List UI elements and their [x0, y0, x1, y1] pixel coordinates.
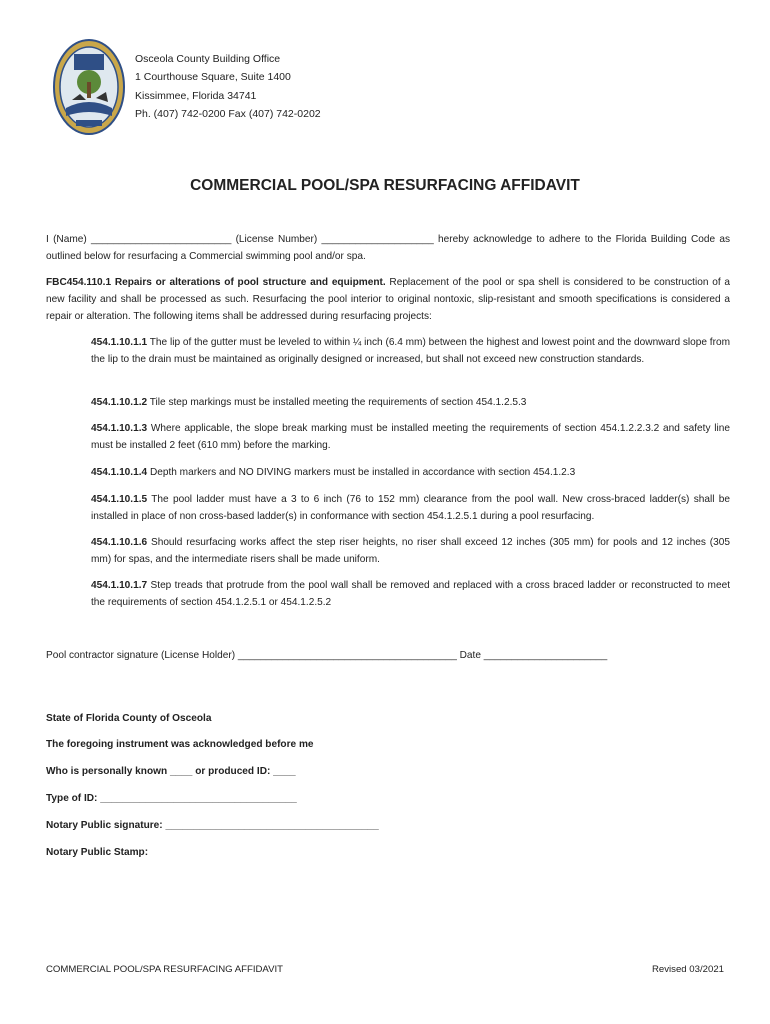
item-3	[91, 420, 730, 454]
footer-revision: Revised 03/2021	[651, 964, 724, 975]
item-text: Step treads that protrude from the pool wall shall be removed and replaced with a cross braced ladder or reconstructed to meet the requirements of section 454.1.2.5.1 or 454.1.2.5.2	[91, 580, 730, 609]
item-text: Should resurfacing works affect the step riser heights, no riser shall exceed 12 inches (305 mm) for pools and 12 inches (305 mm) for spas, and the intermediate risers shall be made uniform.	[91, 537, 730, 566]
item-4	[91, 464, 730, 481]
notary-stamp: Notary Public Stamp:	[46, 847, 149, 858]
item-code: 454.1.10.1.7	[91, 580, 148, 591]
section-text: Replacement of the pool or spa shell is considered to be construction of a new facility and shall be processed as such. Resurfacing the pool interior to original nontoxic, slip-resistant and smooth specifications is considered a repair or alteration. The following items shall be addressed during resurfacing projects:	[46, 277, 730, 323]
notary-acknowledgment: The foregoing instrument was acknowledged before me	[46, 739, 314, 750]
item-text: Where applicable, the slope break marking must be installed meeting the requirements of section 454.1.2.2.3.2 and safety line must be installed 2 feet (610 mm) before the marking.	[91, 423, 730, 452]
notary-signature-line[interactable]: Notary Public signature: ______________________________________	[46, 820, 379, 831]
office-phone: Ph. (407) 742-0200 Fax (407) 742-0202	[135, 107, 321, 120]
section-code: FBC454.110.1 Repairs or alterations of pool structure and equipment.	[46, 277, 386, 288]
document-title: COMMERCIAL POOL/SPA RESURFACING AFFIDAVIT	[190, 177, 580, 194]
item-text: Tile step markings must be installed meeting the requirements of section 454.1.2.5.3	[147, 397, 527, 408]
notary-id-type[interactable]: Type of ID: ___________________________________	[46, 793, 297, 804]
office-city: Kissimmee, Florida 34741	[135, 89, 257, 102]
office-street: 1 Courthouse Square, Suite 1400	[135, 71, 291, 84]
item-code: 454.1.10.1.2	[91, 397, 148, 408]
item-1	[91, 334, 730, 368]
office-name: Osceola County Building Office	[135, 53, 281, 65]
item-code: 454.1.10.1.3	[91, 423, 148, 434]
footer-title: COMMERCIAL POOL/SPA RESURFACING AFFIDAVIT	[46, 964, 284, 975]
section-paragraph	[46, 274, 730, 326]
item-2	[91, 394, 730, 411]
item-code: 454.1.10.1.1	[91, 337, 148, 348]
notary-id-known[interactable]: Who is personally known ____ or produced ID: ____	[46, 766, 296, 777]
item-code: 454.1.10.1.6	[91, 537, 148, 548]
item-6	[91, 534, 730, 568]
item-7	[91, 577, 730, 611]
item-text: The pool ladder must have a 3 to 6 inch (76 to 152 mm) clearance from the pool wall. New cross-braced ladder(s) shall be installed in place of non cross-based ladder(s) in conformance with section 454.1.2.5.1 during a pool resurfacing.	[91, 494, 730, 523]
office-address	[135, 50, 395, 123]
item-code: 454.1.10.1.4	[91, 467, 148, 478]
county-seal-icon	[52, 38, 126, 136]
notary-state: State of Florida County of Osceola	[46, 713, 212, 724]
intro-paragraph: I (Name) _________________________ (License Number) ____________________ hereby acknowledge to adhere to the Florida Building Code as outlined below for resurfacing a Commercial swimming pool and/or spa.	[46, 234, 730, 263]
item-code: 454.1.10.1.5	[91, 494, 148, 505]
item-text: Depth markers and NO DIVING markers must be installed in accordance with section 454.1.2.3	[147, 467, 576, 478]
item-text: The lip of the gutter must be leveled to within ¼ inch (6.4 mm) between the highest and lowest point and the downward slope from the lip to the drain must be maintained as originally designed or increased, but shall not exceed new construction standards.	[91, 337, 730, 366]
item-5	[91, 491, 730, 525]
contractor-signature-line[interactable]: Pool contractor signature (License Holder) _______________________________________ Date ______________________	[46, 650, 608, 661]
